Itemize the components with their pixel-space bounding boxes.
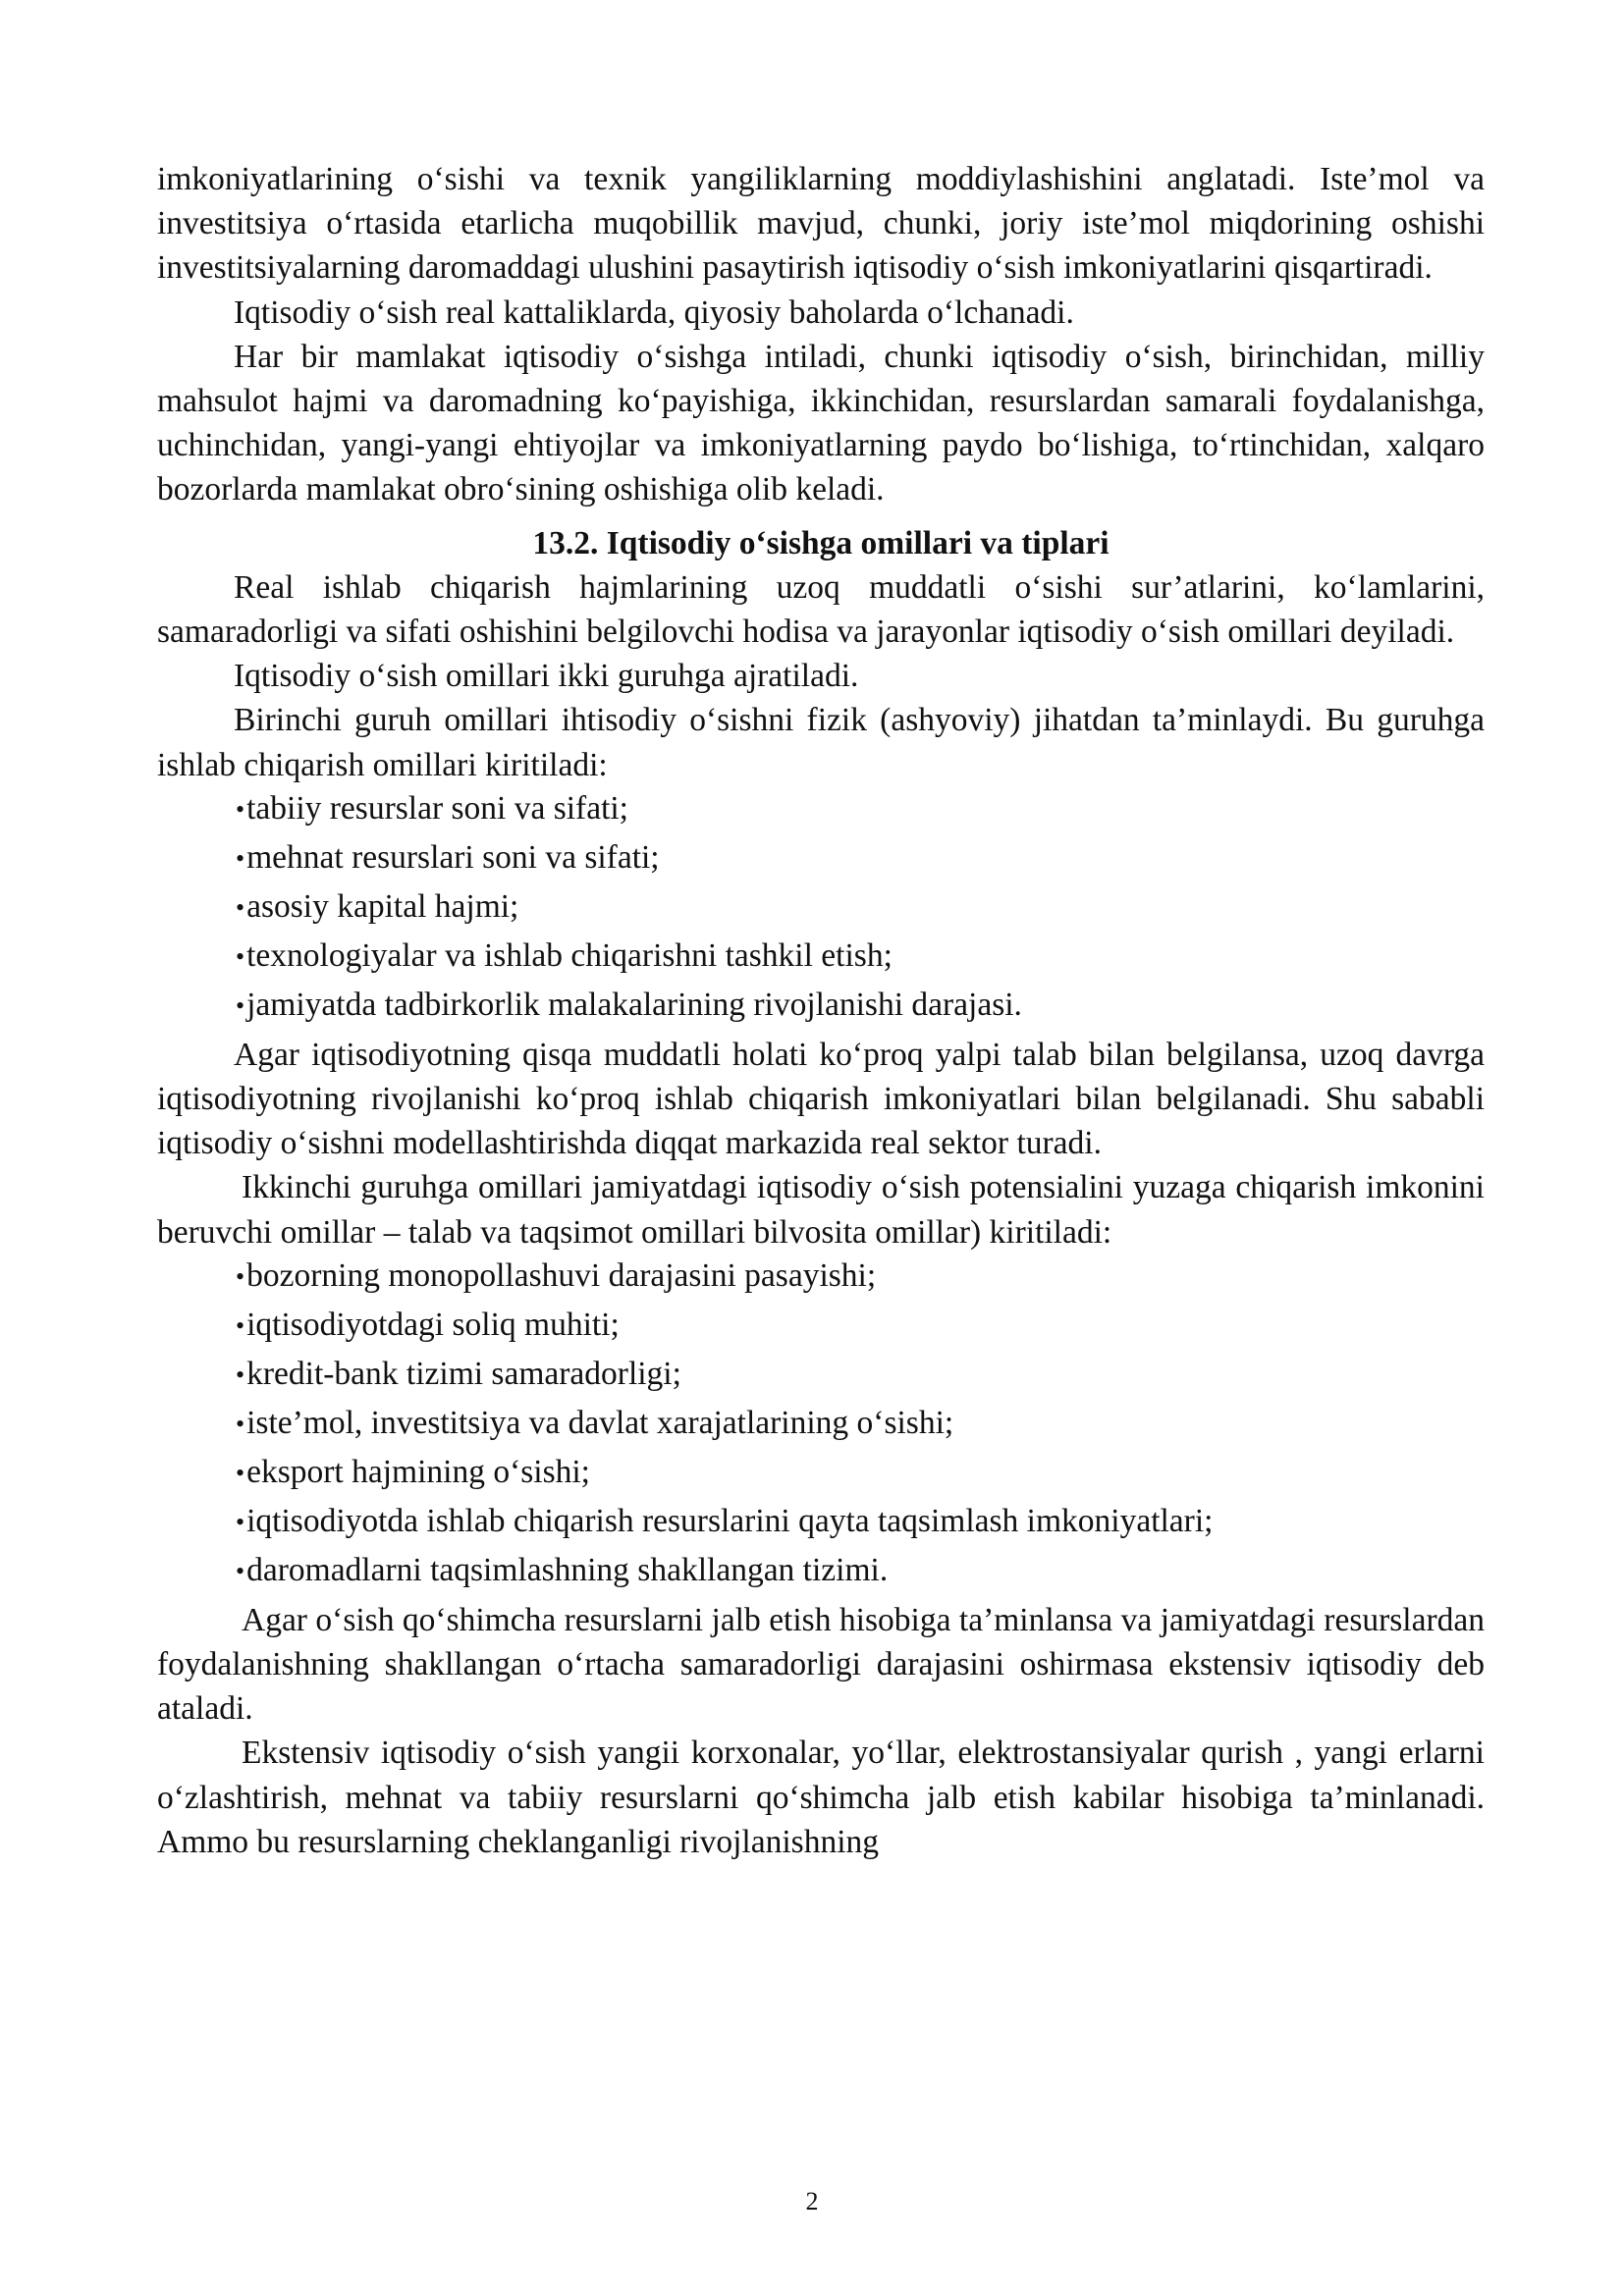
list-item-text: iqtisodiyotda ishlab chiqarish resurslarini qayta taqsimlash imkoniyatlari; xyxy=(246,1502,1214,1539)
list-item xyxy=(157,984,1485,1029)
list-item-text: iqtisodiyotdagi soliq muhiti; xyxy=(246,1306,620,1343)
bullet-icon: • xyxy=(236,1310,245,1340)
bullet-list-group2 xyxy=(157,1255,1485,1594)
page-body xyxy=(157,157,1485,1864)
paragraph-continuation: imkoniyatlarining o‘sishi va texnik yangiliklarning moddiylashishini anglatadi. Iste’mol va investitsiya o‘rtasida etarlicha muqobillik mavjud, chunki, joriy iste’mol miqdorining oshishi investitsiyalarning daromaddagi ulushini pasaytirish iqtisodiy o‘sish imkoniyatlarini qisqartiradi. xyxy=(157,161,1485,287)
list-item xyxy=(157,1451,1485,1496)
list-item xyxy=(157,787,1485,832)
list-item-text: texnologiyalar va ishlab chiqarishni tashkil etish; xyxy=(246,936,893,974)
bullet-icon: • xyxy=(236,1360,245,1389)
bullet-icon: • xyxy=(236,1261,245,1291)
list-item xyxy=(157,934,1485,980)
paragraph-extensive-definition: Agar o‘sish qo‘shimcha resurslarni jalb etish hisobiga ta’minlansa va jamiyatdagi resurslardan foydalanishning shakllangan o‘rtacha samaradorligi darajasini oshirmasa ekstensiv iqtisodiy deb ataladi. xyxy=(157,1601,1485,1728)
bullet-icon: • xyxy=(236,941,245,971)
list-item-text: daromadlarni taqsimlashning shakllangan tizimi. xyxy=(246,1551,889,1588)
list-item-text: kredit-bank tizimi samaradorligi; xyxy=(246,1355,681,1392)
paragraph-first-group: Birinchi guruh omillari ihtisodiy o‘sishni fizik (ashyoviy) jihatdan ta’minlaydi. Bu guruhga ishlab chiqarish omillari kiritiladi: xyxy=(157,702,1485,783)
paragraph-second-group: Ikkinchi guruhga omillari jamiyatdagi iqtisodiy o‘sish potensialini yuzaga chiqarish imkonini beruvchi omillar – talab va taqsimot omillari bilvosita omillar) kiritiladi: xyxy=(157,1169,1485,1251)
section-heading: 13.2. Iqtisodiy o‘sishga omillari va tiplari xyxy=(532,524,1110,561)
list-item xyxy=(157,836,1485,881)
paragraph-growth-benefits: Har bir mamlakat iqtisodiy o‘sishga intiladi, chunki iqtisodiy o‘sish, birinchidan, milliy mahsulot hajmi va daromadning ko‘payishiga, ikkinchidan, resurslardan samarali foydalanishga, uchinchidan, yangi-yangi ehtiyojlar va imkoniyatlarning paydo bo‘lishiga, to‘rtinchidan, xalqaro bozorlarda mamlakat obro‘sining oshishiga olib keladi. xyxy=(157,338,1485,508)
bullet-icon: • xyxy=(236,1507,245,1536)
bullet-icon: • xyxy=(236,1556,245,1585)
page-number: 2 xyxy=(805,2187,819,2216)
bullet-icon: • xyxy=(236,892,245,922)
bullet-icon: • xyxy=(236,1458,245,1487)
bullet-icon: • xyxy=(236,843,245,873)
list-item-text: eksport hajmining o‘sishi; xyxy=(246,1453,590,1490)
list-item xyxy=(157,885,1485,931)
list-item-text: tabiiy resurslar soni va sifati; xyxy=(246,789,628,827)
list-item xyxy=(157,1255,1485,1300)
paragraph-two-groups: Iqtisodiy o‘sish omillari ikki guruhga ajratiladi. xyxy=(234,658,859,695)
list-item-text: asosiy kapital hajmi; xyxy=(246,887,519,925)
bullet-icon: • xyxy=(236,794,245,824)
list-item-text: jamiyatda tadbirkorlik malakalarining rivojlanishi darajasi. xyxy=(246,986,1022,1023)
list-item xyxy=(157,1402,1485,1447)
list-item xyxy=(157,1500,1485,1545)
bullet-list-group1 xyxy=(157,787,1485,1029)
list-item-text: mehnat resurslari soni va sifati; xyxy=(246,838,660,876)
list-item xyxy=(157,1353,1485,1398)
paragraph-extensive-sources: Ekstensiv iqtisodiy o‘sish yangii korxonalar, yo‘llar, elektrostansiyalar qurish , yangi erlarni o‘zlashtirish, mehnat va tabiiy resurslarni qo‘shimcha jalb etish kabilar hisobiga ta’minlanadi. Ammo bu resurslarning cheklanganligi rivojlanishning xyxy=(157,1735,1485,1860)
paragraph-short-long-term: Agar iqtisodiyotning qisqa muddatli holati ko‘proq yalpi talab bilan belgilansa, uzoq davrga iqtisodiyotning rivojlanishi ko‘proq ishlab chiqarish imkoniyatlari bilan belgilanadi. Shu sababli iqtisodiy o‘sishni modellashtirishda diqqat markazida real sektor turadi. xyxy=(157,1036,1485,1162)
bullet-icon: • xyxy=(236,1409,245,1438)
list-item-text: iste’mol, investitsiya va davlat xarajatlarining o‘sishi; xyxy=(246,1404,954,1441)
list-item xyxy=(157,1549,1485,1594)
list-item-text: bozorning monopollashuvi darajasini pasayishi; xyxy=(246,1256,877,1294)
paragraph-measurement: Iqtisodiy o‘sish real kattaliklarda, qiyosiy baholarda o‘lchanadi. xyxy=(234,294,1074,331)
list-item xyxy=(157,1304,1485,1349)
bullet-icon: • xyxy=(236,990,245,1020)
paragraph-growth-factors-definition: Real ishlab chiqarish hajmlarining uzoq muddatli o‘sishi sur’atlarini, ko‘lamlarini, samaradorligi va sifati oshishini belgilovchi hodisa va jarayonlar iqtisodiy o‘sish omillari deyiladi. xyxy=(157,568,1485,651)
